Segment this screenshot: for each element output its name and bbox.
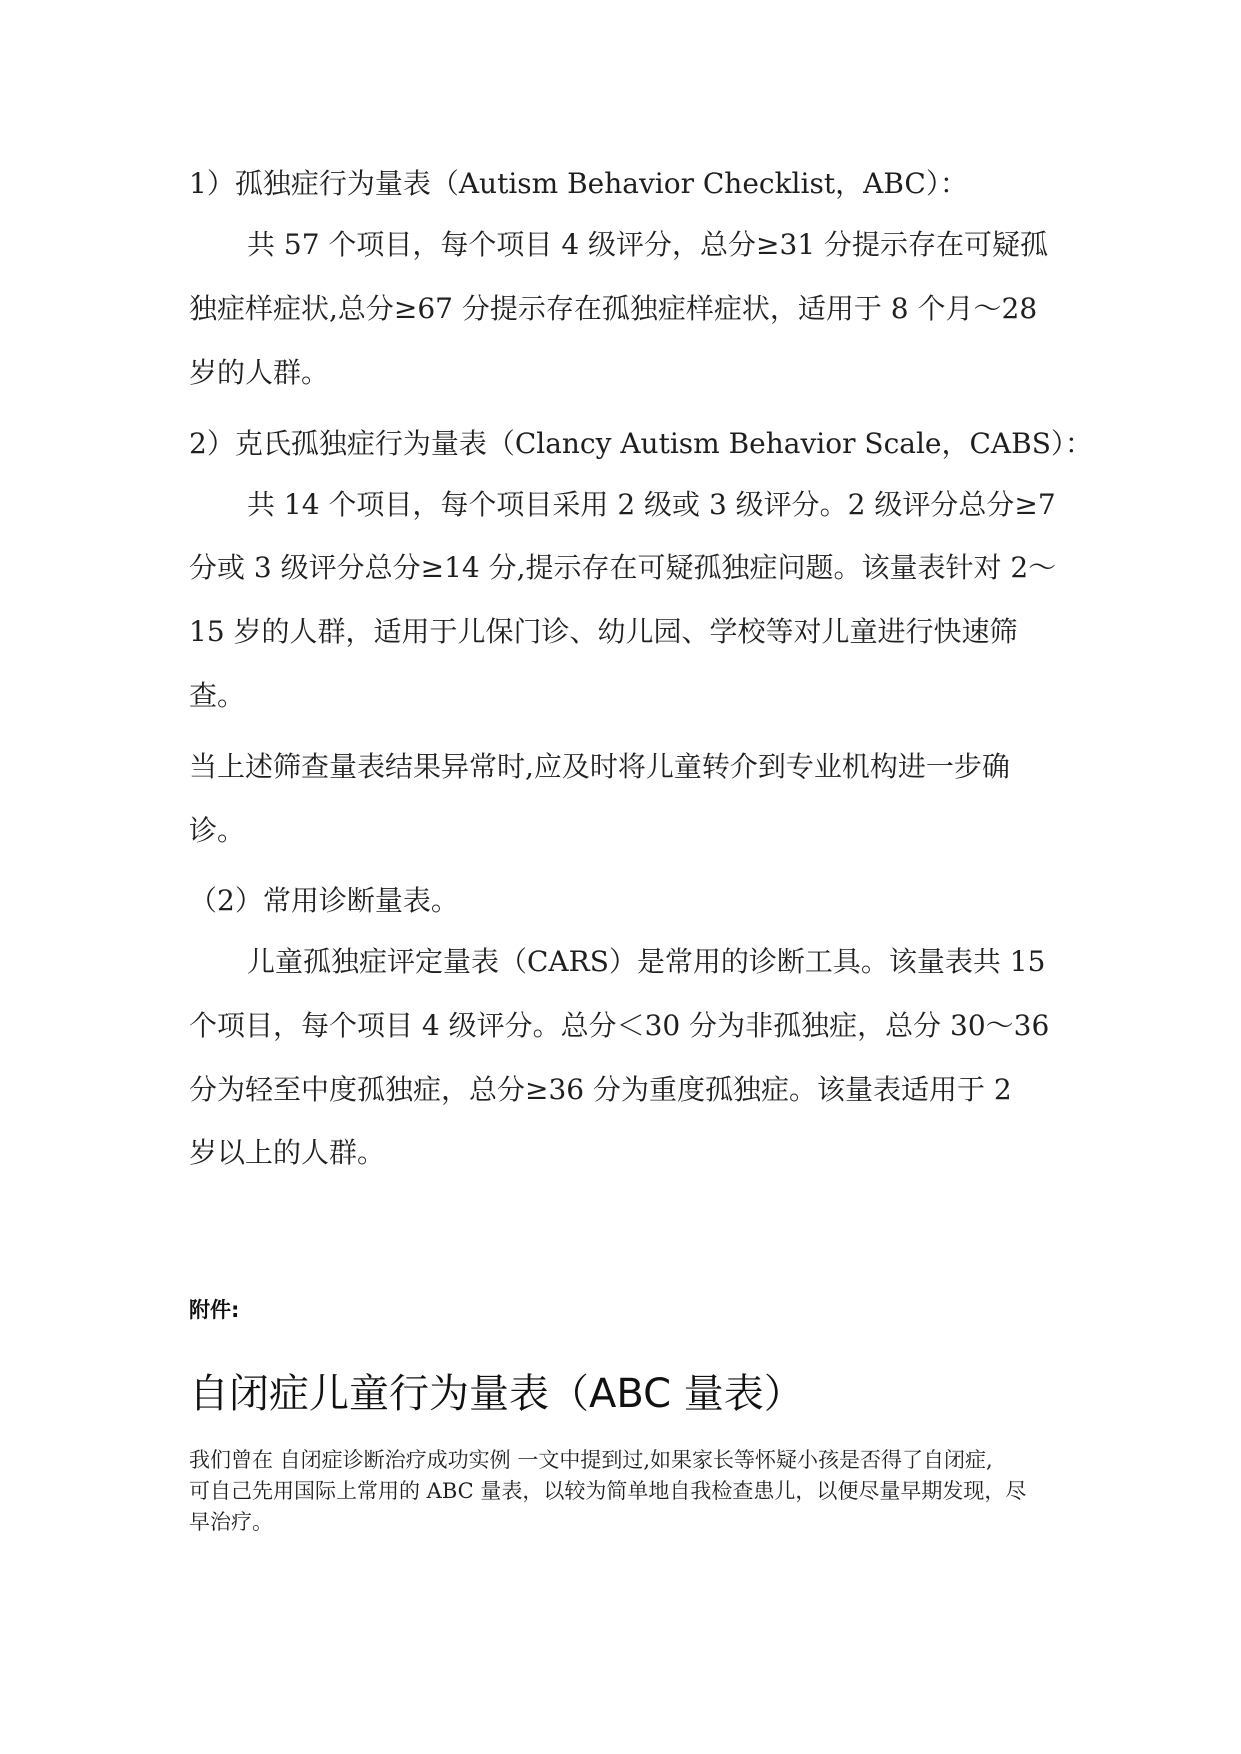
section3-heading: （2）常用诊断量表。 [189,884,459,917]
section1-line-2: 独症样症状,总分≥67 分提示存在孤独症样症状，适用于 8 个月～28 [189,292,1038,325]
attachment-line-1: 我们曾在 自闭症诊断治疗成功实例 一文中提到过,如果家长等怀疑小孩是否得了自闭症, [189,1448,993,1472]
section3-line-3: 分为轻至中度孤独症，总分≥36 分为重度孤独症。该量表适用于 2 [189,1073,1012,1106]
section2-line-1: 共 14 个项目，每个项目采用 2 级或 3 级评分。2 级评分总分≥7 [247,488,1056,521]
attachment-line-3: 早治疗。 [189,1510,273,1534]
attachment-line-2: 可自己先用国际上常用的 ABC 量表，以较为简单地自我检查患儿，以便尽量早期发现，尽 [189,1479,1027,1503]
attachment-label: 附件: [189,1298,240,1322]
section3-line-2: 个项目，每个项目 4 级评分。总分＜30 分为非孤独症，总分 30～36 [189,1009,1050,1042]
section1-heading: 1）孤独症行为量表（Autism Behavior Checklist，ABC）： [189,167,968,200]
section3-line-1: 儿童孤独症评定量表（CARS）是常用的诊断工具。该量表共 15 [247,945,1046,978]
referral-line-2: 诊。 [189,814,246,847]
section3-line-4: 岁以上的人群。 [189,1136,386,1169]
section2-line-4: 查。 [189,679,246,712]
attachment-title: 自闭症儿童行为量表（ABC 量表） [189,1371,804,1417]
section2-heading: 2）克氏孤独症行为量表（Clancy Autism Behavior Scale，CABS）： [189,427,1093,460]
referral-line-1: 当上述筛查量表结果异常时,应及时将儿童转介到专业机构进一步确 [189,750,1010,783]
section2-line-2: 分或 3 级评分总分≥14 分,提示存在可疑孤独症问题。该量表针对 2～ [189,551,1057,584]
section1-line-1: 共 57 个项目，每个项目 4 级评分，总分≥31 分提示存在可疑孤 [247,228,1049,261]
section1-line-3: 岁的人群。 [189,356,330,389]
section2-line-3: 15 岁的人群，适用于儿保门诊、幼儿园、学校等对儿童进行快速筛 [189,615,1018,648]
